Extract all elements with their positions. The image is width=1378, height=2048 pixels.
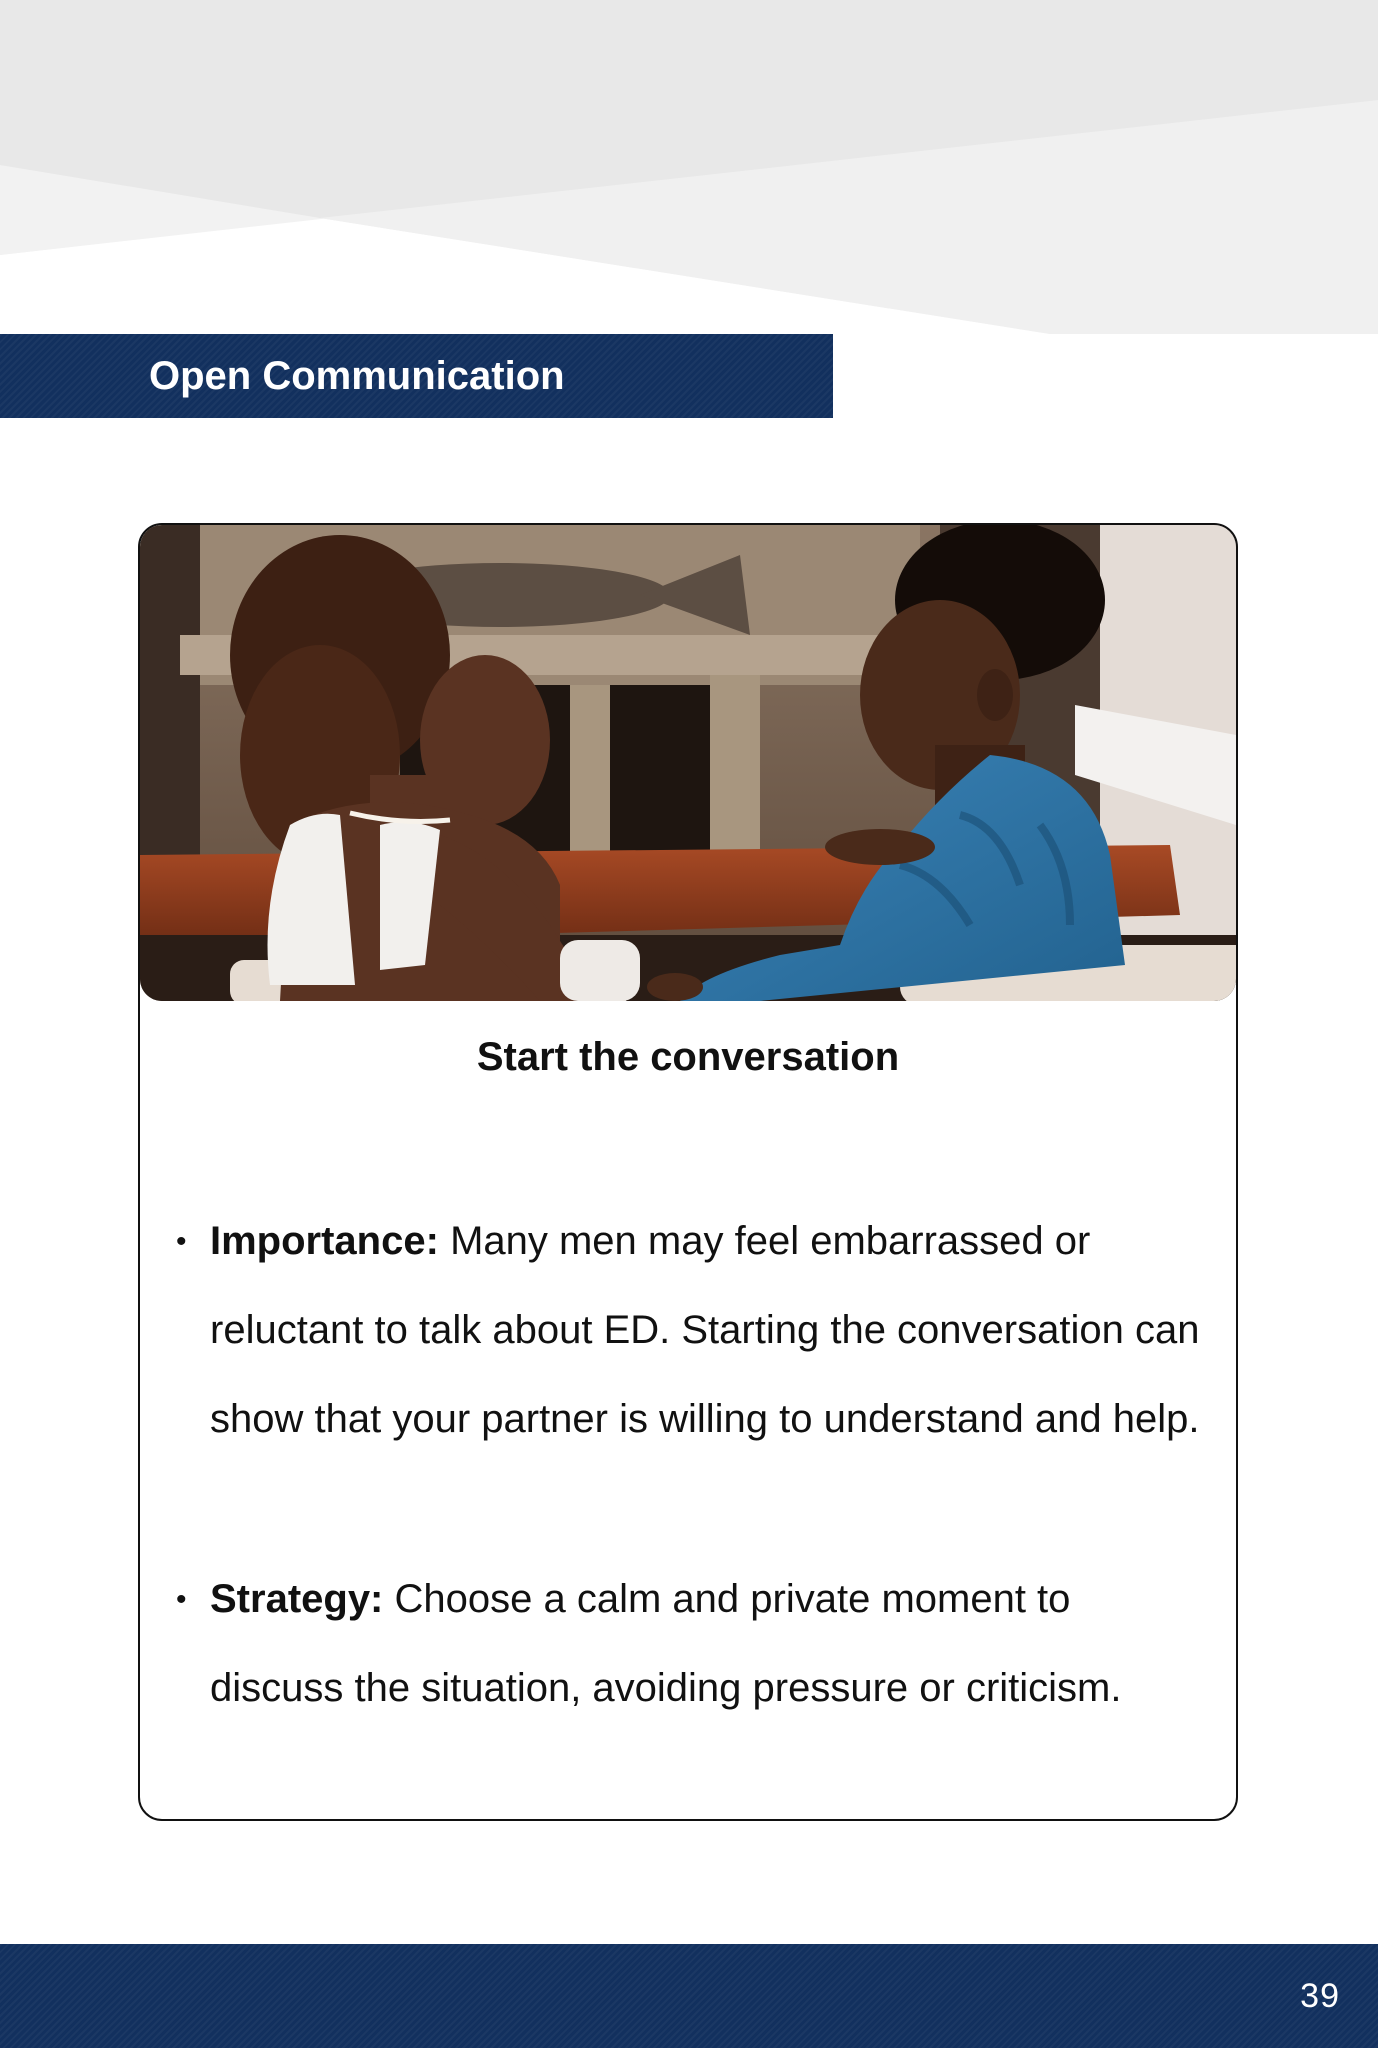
bullet-line [210, 1555, 1238, 1644]
decorative-header-banner [0, 0, 1378, 340]
couple-conversation-photo [140, 525, 1236, 1001]
bullet-line: show that your partner is willing to understand and help. [210, 1397, 1200, 1441]
bullet-dot-icon: • [176, 1583, 187, 1616]
section-header-band [0, 334, 833, 418]
bullet-line: reluctant to talk about ED. Starting the conversation can [210, 1308, 1200, 1352]
bullet-text: Choose a calm and private moment to [394, 1577, 1071, 1621]
page-number: 39 [1300, 1977, 1340, 2015]
section-title: Open Communication [149, 354, 565, 398]
bullet-strategy [176, 1555, 1238, 1733]
page-footer [0, 1944, 1378, 2048]
photo-illustration [140, 525, 1236, 1001]
bullet-term: Strategy: [210, 1577, 384, 1621]
bullet-text: Many men may feel embarrassed or [450, 1219, 1091, 1263]
content-card [138, 523, 1238, 1821]
bullet-dot-icon: • [176, 1225, 187, 1258]
bullet-term: Importance: [210, 1219, 439, 1263]
card-heading: Start the conversation [476, 1035, 900, 1079]
bullet-line [210, 1197, 1238, 1286]
bullet-line: discuss the situation, avoiding pressure or criticism. [210, 1666, 1122, 1710]
bullet-importance [176, 1197, 1238, 1464]
